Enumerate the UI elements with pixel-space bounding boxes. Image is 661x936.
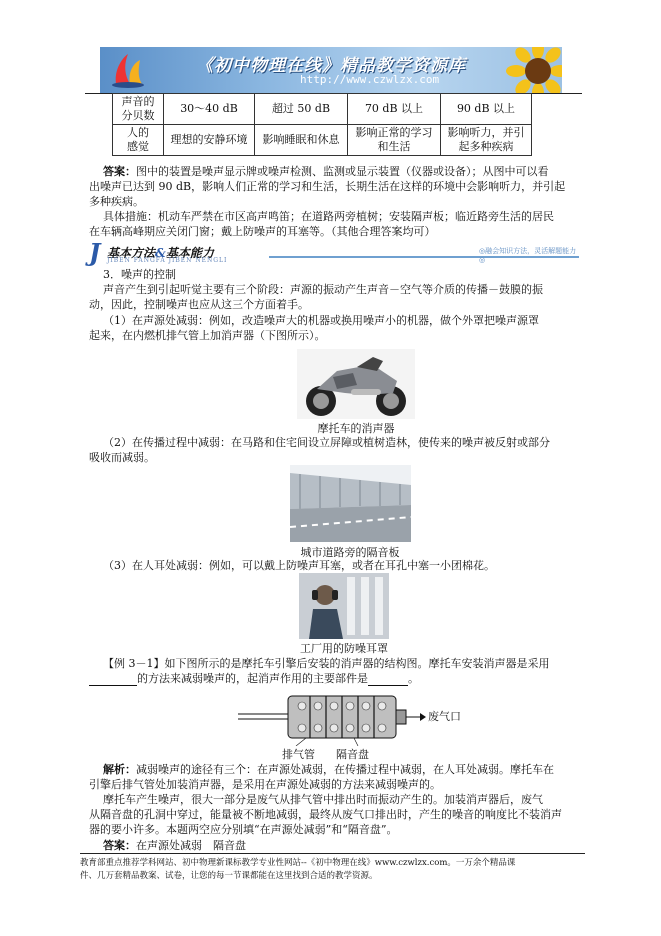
answer-paragraph: 答案：图中的装置是噪声显示牌或噪声检测、监测或显示装置（仪器或设备）；从图中可以看 出噪声已达到 90 dB，影响人们正常的学习和生活，长期生活在这样的环境中会影响听力，并引起 多种疾病。 (89, 165, 566, 208)
table-cell: 人的 感觉 (113, 125, 164, 156)
noise-level-table (112, 93, 532, 156)
footer-divider (80, 853, 585, 854)
table-cell: 声音的 分贝数 (113, 94, 164, 125)
measures-paragraph: 具体措施：机动车严禁在市区高声鸣笛；在道路两旁植树；安装隔声板；临近路旁生活的居民 在车辆高峰期应关闭门窗；戴上防噪声的耳塞等。（其他合理答案均可） (89, 210, 554, 238)
answer-label: 答案： (103, 165, 136, 178)
noise-control-item-2: （2）在传播过程中减弱：在马路和住宅间设立屏障或植树造林，使传来的噪声被反射或部分 吸收而减弱。 (89, 436, 550, 464)
section-title: 基本方法&基本能力 (107, 246, 214, 260)
noise-control-item-3: （3）在人耳处减弱：例如，可以戴上防噪声耳塞，或者在耳孔中塞一小团棉花。 (103, 559, 495, 572)
noise-control-intro: 声音产生到引起听觉主要有三个阶段：声源的振动产生声音－空气等介质的传播－鼓膜的振 动，因此，控制噪声也应从这三个方面着手。 (89, 283, 543, 311)
site-logo-icon (108, 50, 148, 90)
caption-sound-barrier: 城市道路旁的隔音板 (300, 546, 400, 559)
sunflower-icon (498, 47, 562, 93)
table-cell: 超过 50 dB (255, 94, 348, 125)
caption-motorcycle: 摩托车的消声器 (317, 422, 395, 435)
section-subtitle: JIBEN FANGFA JIBEN NENGLI (107, 257, 228, 264)
table-cell: 70 dB 以上 (348, 94, 441, 125)
label-exhaust-pipe: 排气管 (282, 748, 315, 761)
caption-earmuff: 工厂用的防噪耳罩 (300, 642, 388, 655)
table-row (113, 94, 532, 125)
table-row (113, 125, 532, 156)
earmuff-worker-image (299, 573, 389, 639)
analysis-paragraph: 解析：减弱噪声的途径有三个：在声源处减弱，在传播过程中减弱，在人耳处减弱。摩托车在 引擎后排气管处加装消声器，是采用在声源处减弱的方法来减弱噪声的。 摩托车产生噪声，很大一部分是废气从排气管中排出时而振动产生的。加装消声器后，废气 从隔音盘的孔洞中穿过，能量被不断地减弱，最终从废气口排出时，产生的噪音的响度比不装消声 器的要小许多。本题两空应分别填“在声源处减弱”和“隔音盘”。 (89, 763, 562, 836)
site-title: 《初中物理在线》精品教学资源库 (196, 56, 466, 76)
answer2-label: 答案： (103, 839, 136, 852)
table-cell: 30～40 dB (164, 94, 255, 125)
answer-blank-2[interactable] (368, 685, 408, 686)
motorcycle-image (297, 349, 415, 419)
section-tag: ◎融会知识方法，灵活解题能力◎ (479, 247, 577, 264)
noise-control-heading: 3．噪声的控制 (103, 268, 176, 281)
table-cell: 影响听力，并引 起多种疾病 (441, 125, 532, 156)
table-cell: 影响正常的学习 和生活 (348, 125, 441, 156)
noise-control-item-1: （1）在声源处减弱：例如，改造噪声大的机器或换用噪声小的机器，做个外罩把噪声源罩 起来，在内燃机排气管上加消声器（下图所示）。 (89, 314, 539, 342)
label-exhaust-outlet: 废气口 (428, 710, 461, 723)
label-baffle: 隔音盘 (336, 748, 369, 761)
header-banner (100, 47, 562, 93)
analysis-label: 解析： (103, 763, 136, 776)
sound-barrier-image (290, 465, 411, 542)
table-cell: 90 dB 以上 (441, 94, 532, 125)
answer2-paragraph: 答案：在声源处减弱 隔音盘 (103, 839, 246, 852)
section-header: J 基本方法&基本能力 JIBEN FANGFA JIBEN NENGLI ◎融会知识方法，灵活解题能力◎ (89, 242, 579, 264)
table-cell: 理想的安静环境 (164, 125, 255, 156)
site-url[interactable]: http://www.czwlzx.com (300, 73, 440, 86)
table-cell: 影响睡眠和休息 (255, 125, 348, 156)
example-question: 【例 3－1】如下图所示的是摩托车引擎后安装的消声器的结构图。摩托车安装消声器是采用 的方法来减弱噪声的，起消声作用的主要部件是 。 (89, 656, 579, 686)
footer: 教育部重点推荐学科网站、初中物理新课标教学专业性网站--《初中物理在线》www.czwlzx.com。一万余个精品课 件、几万套精品教案、试卷，让您的每一节课都能在这里找到合适的教学资源。 (80, 858, 516, 881)
answer-blank-1[interactable] (89, 685, 137, 686)
